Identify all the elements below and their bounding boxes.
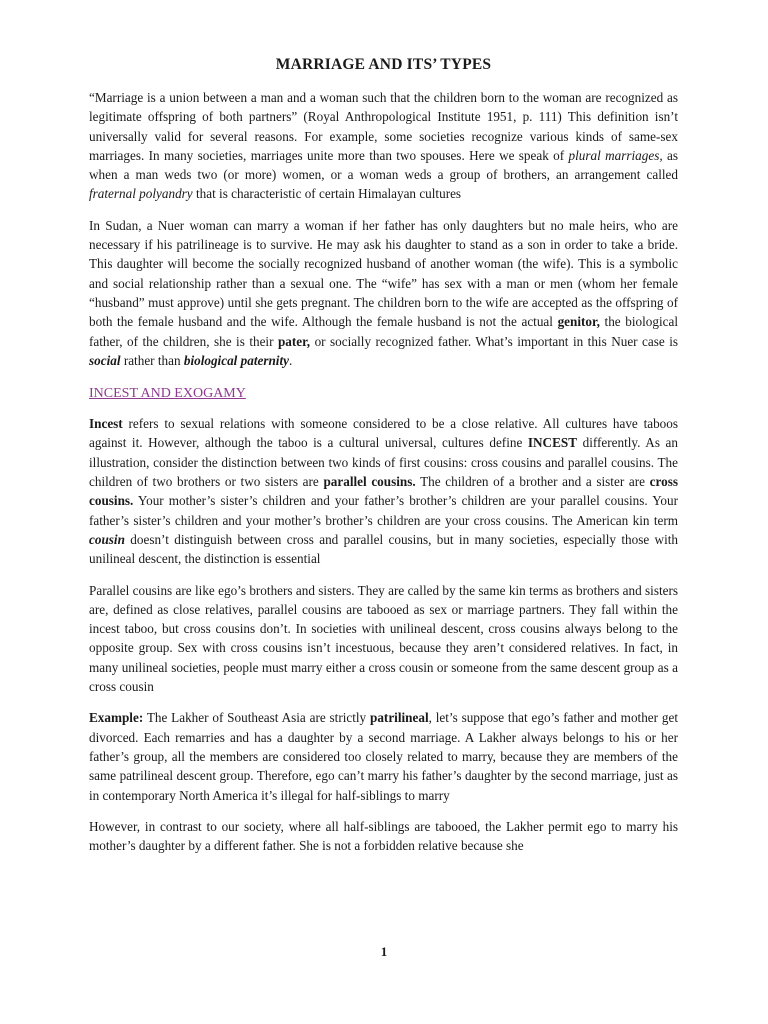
italic-term-plural-marriages: plural marriages, bbox=[568, 147, 663, 163]
paragraph-marriage-definition bbox=[89, 88, 678, 204]
text-run: In Sudan, a Nuer woman can marry a woman if her father has only daughters but no male heirs, who are necessary if his patrilineage is to survive. He may ask his daughter to stand as a son in order to take a bride. This daughter will become the socially recognized husband of another woman (the wife). This is a symbolic and social relationship rather than a sexual one. The “wife” has sex with a man or men (whom her female “husband” must approve) until she gets pregnant. The children born to the wife are accepted as the offspring of both the female husband and the wife. Although the female husband is not the actual bbox=[89, 217, 678, 330]
text-run: Your mother’s sister’s children and your father’s brother’s children are your parallel cousins. Your father’s sister’s children and your mother’s brother’s children are your cross cousins. The American kin term bbox=[89, 493, 678, 528]
bold-term-genitor: genitor, bbox=[557, 314, 600, 330]
text-run: doesn’t distinguish between cross and parallel cousins, but in many societies, especially those with unilineal descent, the distinction is essential bbox=[89, 531, 678, 567]
text-run: the biological father, of the children, she is their bbox=[89, 314, 678, 349]
page-number: 1 bbox=[380, 944, 388, 959]
text-run: or socially recognized father. What’s important in this Nuer case is bbox=[310, 333, 678, 349]
document-page bbox=[89, 56, 678, 867]
bold-italic-term-cousin: cousin bbox=[89, 531, 125, 547]
paragraph-parallel-cousins: Parallel cousins are like ego’s brothers and sisters. They are called by the same kin terms as brothers and sisters are, defined as close relatives, parallel cousins are tabooed as sex or marriage partners. They fall within the incest taboo, but cross cousins don’t. In societies with unilineal descent, cross cousins always belong to the opposite group. Sex with cross cousins isn’t incestuous, because they aren’t considered relatives. In fact, in many unilineal societies, people must marry either a cross cousin or someone from the same descent group as a cross cousin bbox=[89, 582, 678, 695]
text-run: as when a man weds two (or more) women, or a woman weds a group of brothers, an arrangement called bbox=[89, 147, 678, 183]
text-run: that is characteristic of certain Himalayan cultures bbox=[192, 186, 462, 202]
text-run: , let’s suppose that ego’s father and mother get divorced. Each remarries and has a daughter by a second marriage. A Lakher always belongs to his or her father’s group, all the members are considered too closely related to marry, because they are members of the same patrilineal descent group. Therefore, ego can’t marry his father’s daughter by the second marriage, just as in contemporary North America it’s illegal for half-siblings to marry bbox=[89, 710, 678, 803]
text-run: differently. As an illustration, consider the distinction between two kinds of first cousins: cross cousins and parallel cousins. The children of two brothers or two sisters are bbox=[89, 435, 678, 490]
bold-term-cross-cousins: cross cousins. bbox=[89, 474, 678, 509]
text-run: “Marriage is a union between a man and a woman such that the children born to the woman are recognized as legitimate offspring of both partners” (Royal Anthropological Institute 1951, p. 111) This definition isn’t universally valid for several reasons. For example, some societies recognize various kinds of same-sex marriages. In many societies, marriages unite more than two spouses. Here we speak of bbox=[89, 90, 678, 163]
text-run: refers to sexual relations with someone considered to be a close relative. All cultures have taboos against it. However, although the taboo is a cultural universal, cultures define bbox=[89, 416, 678, 451]
bold-term-patrilineal: patrilineal bbox=[370, 710, 429, 726]
section-heading: INCEST AND EXOGAMY bbox=[89, 386, 246, 402]
paragraph-half-siblings: However, in contrast to our society, where all half-siblings are tabooed, the Lakher permit ego to marry his mother’s daughter by a different father. She is not a forbidden relative because she bbox=[89, 818, 678, 854]
bold-term-incest-caps: INCEST bbox=[527, 435, 578, 451]
bold-label-example: Example: bbox=[89, 710, 144, 726]
bold-term-incest: Incest bbox=[89, 416, 123, 432]
text-run: rather than bbox=[120, 352, 184, 368]
bold-italic-term-biological-paternity: biological paternity bbox=[183, 352, 289, 368]
bold-term-parallel-cousins: parallel cousins. bbox=[323, 474, 416, 490]
text-run: The children of a brother and a sister are bbox=[415, 474, 650, 490]
page-title: MARRIAGE AND ITS’ TYPES bbox=[275, 56, 492, 73]
paragraph-incest bbox=[89, 414, 678, 568]
paragraph-lakher-example bbox=[89, 708, 678, 804]
text-run: The Lakher of Southeast Asia are strictly bbox=[143, 710, 370, 726]
paragraph-nuer bbox=[89, 216, 678, 370]
bold-term-pater: pater, bbox=[277, 333, 311, 349]
text-run: . bbox=[289, 352, 293, 368]
bold-italic-term-social: social bbox=[89, 352, 121, 368]
italic-term-fraternal-polyandry: fraternal polyandry bbox=[89, 186, 193, 202]
